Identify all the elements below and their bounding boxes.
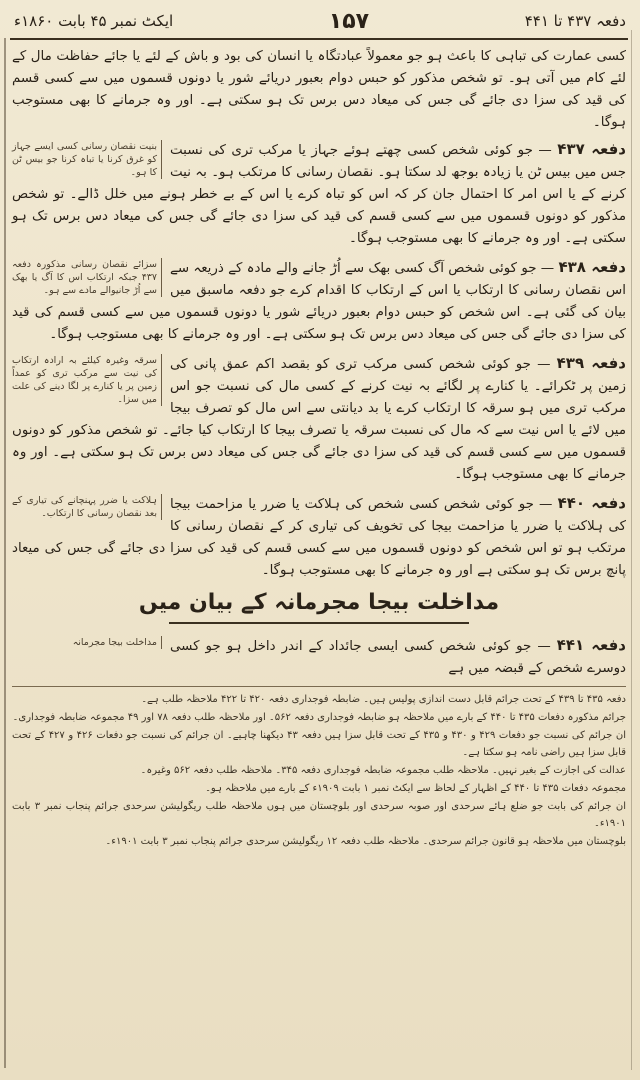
- footnote-rule: [12, 686, 626, 687]
- section-text: جو کوئی شخص کسی شخص کی ہلاکت یا ضرر یا مزاحمت بیجا کی ہلاکت یا ضرر یا مزاحمت بیجا کی تخویف کی تیاری کر کے نقصان رسانی کا مرتکب ہو تو اس شخص کو دونوں قسموں میں سے کسی قسم کی قید کی سزا دی جائے گی جس کی میعاد پانچ برس تک ہو سکتی ہے اور وہ جرمانے کا بھی مستوجب ہوگا۔: [12, 497, 626, 578]
- footnotes: [12, 691, 626, 850]
- right-margin-rule: [631, 30, 632, 1070]
- section-440: ہلاکت یا ضرر پہنچانے کی تیاری کے بعد نقصان رسانی کا ارتکاب۔ دفعہ ۴۴۰ — جو کوئی شخص کسی شخص کی ہلاکت یا ضرر یا مزاحمت بیجا کی ہلاکت یا ضرر یا مزاحمت بیجا کی تخویف کی تیاری کر کے نقصان رسانی کا مرتکب ہو تو اس شخص کو دونوں قسموں میں سے کسی قسم کی قید کی سزا دی جائے گی جس کی میعاد پانچ برس تک ہو سکتی ہے اور وہ جرمانے کا بھی مستوجب ہوگا۔: [12, 494, 626, 578]
- margin-note: بنیت نقصان رسانی کسی ایسے جہاز کو غرق کرنا یا تباہ کرنا جو بیس ٹن کا ہو۔: [12, 140, 162, 179]
- section-text: جو کوئی شخص کسی مرکب تری کو بقصد اکم عمق پانی کی زمین پر ٹکرائے۔ یا کنارے پر لگائے بہ نیت کرنے کے کسی مال کی نسبت جو اس مرکب تری میں ہو سرقہ کا ارتکاب کرے یا بد دیانتی سے اس مال کو تصرف بیجا میں لائے یا اس نیت سے کہ مال کی نسبت سرقہ یا تصرف بیجا کا ارتکاب کیا جائے۔ تو شخص مذکور کو دونوں قسموں میں سے کسی قسم کی قید کی سزا دی جائے گی جس کی میعاد دس برس تک ہو سکتی ہے۔ اور وہ جرمانے کا بھی مستوجب ہوگا۔: [12, 357, 626, 482]
- section-437: بنیت نقصان رسانی کسی ایسے جہاز کو غرق کرنا یا تباہ کرنا جو بیس ٹن کا ہو۔ دفعہ ۴۳۷ — جو کوئی شخص کسی چھتے ہوئے جہاز یا مرکب تری کی نسبت جس میں بیس ٹن یا زیادہ بوجھ لد سکتا ہو۔ نقصان رسانی کا مرتکب ہو۔ بہ نیت کرنے کے یا اس امر کا احتمال جان کر کہ اس کو تباہ کرے یا اس کے بے خطر ہونے میں خلل ڈالے۔ تو شخص مذکور کو دونوں قسموں میں سے کسی قسم کی قید کی سزا دی جائے گی جس کی میعاد دس برس تک ہو سکتی ہے۔ اور وہ جرمانے کا بھی مستوجب ہوگا۔: [12, 140, 627, 246]
- section-text: جو کوئی شخص کسی ایسی جائداد کے اندر داخل ہو جو کسی دوسرے شخص کے قبضہ میں ہے: [170, 639, 626, 676]
- footnote: عدالت کی اجازت کے بغیر نہیں۔ ملاحظہ طلب مجموعہ ضابطہ فوجداری دفعہ ۳۴۵۔ ملاحظہ طلب دفعہ ۵۶۲ وغیرہ۔: [140, 765, 626, 776]
- section-heading: دفعہ ۴۳۹: [556, 354, 627, 372]
- page-body: [12, 46, 626, 1072]
- footnote: جرائم مذکورہ دفعات ۴۳۵ تا ۴۴۰ کے بارے میں ملاحظہ ہو ضابطہ فوجداری دفعہ ۵۶۲۔ اور ملاحظہ طلب دفعہ ۷۸ اور ۴۹ مجموعہ ضابطہ فوجداری۔: [12, 712, 626, 723]
- section-438: سزائے نقصان رسانی مذکورہ دفعہ ۴۳۷ جبکہ ارتکاب اس کا آگ یا بھک سے اُڑ جانیوالے مادے سے ہو۔ دفعہ ۴۳۸ — جو کوئی شخص آگ کسی بھک سے اُڑ جانے والے مادہ کے ذریعہ سے اس نقصان رسانی کا ارتکاب یا اس کے ارتکاب کا اقدام کرے جو دفعہ ماسبق میں بیان کی گئی ہے۔ اس شخص کو حبس دوام بعبور دریائے شور یا دونوں قسموں میں سے کسی قسم کی قید کی سزا دی جائے گی جس کی میعاد دس برس تک ہو سکتی ہے۔ اور وہ جرمانے کا بھی مستوجب ہوگا۔: [12, 258, 626, 342]
- section-439: سرقہ وغیرہ کیلئے بہ ارادہ ارتکاب کی نیت سے مرکب تری کو عمداً زمین پر یا کنارے پر لگا دینے کی علت میں سزا۔ دفعہ ۴۳۹ — جو کوئی شخص کسی مرکب تری کو بقصد اکم عمق پانی کی زمین پر ٹکرائے۔ یا کنارے پر لگائے بہ نیت کرنے کے کسی مال کی نسبت جو اس مرکب تری میں ہو سرقہ کا ارتکاب کرے یا بد دیانتی سے اس مال کو تصرف بیجا میں لائے یا اس نیت سے کہ مال کی نسبت سرقہ یا تصرف بیجا کا ارتکاب کیا جائے۔ تو شخص مذکور کو دونوں قسموں میں سے کسی قسم کی قید کی سزا دی جائے گی جس کی میعاد دس برس تک ہو سکتی ہے۔ اور وہ جرمانے کا بھی مستوجب ہوگا۔: [12, 354, 627, 482]
- margin-note: سرقہ وغیرہ کیلئے بہ ارادہ ارتکاب کی نیت سے مرکب تری کو عمداً زمین پر یا کنارے پر لگا دینے کی علت میں سزا۔: [12, 354, 162, 406]
- section-text: جو کوئی شخص کسی چھتے ہوئے جہاز یا مرکب تری کی نسبت جس میں بیس ٹن یا زیادہ بوجھ لد سکتا ہو۔ نقصان رسانی کا مرتکب ہو۔ بہ نیت کرنے کے یا اس امر کا احتمال جان کر کہ اس کو تباہ کرے یا اس کے بے خطر ہونے میں خلل ڈالے۔ تو شخص مذکور کو دونوں قسموں میں سے کسی قسم کی قید کی سزا دی جائے گی جس کی میعاد دس برس تک ہو سکتی ہے۔ اور وہ جرمانے کا بھی مستوجب ہوگا۔: [12, 143, 626, 246]
- footnote: ان جرائم کی نسبت جو دفعات ۴۲۹ و ۴۳۰ و ۴۳۵ کے تحت قابل سزا ہیں دفعہ ۴۳ دیکھنا چاہیے۔ ان جرائم کی نسبت جو دفعات ۴۲۶ و ۴۲۷ کے تحت قابل سزا ہیں راضی نامہ ہو سکتا ہے۔: [12, 730, 626, 758]
- chapter-underline: [169, 622, 469, 624]
- footnote: بلوچستان میں ملاحظہ ہو قانون جرائم سرحدی۔ ملاحظہ طلب دفعہ ۱۲ ریگولیشن سرحدی جرائم پنجاب نمبر ۳ بابت ۱۹۰۱ء۔: [105, 836, 626, 847]
- header-section-range: دفعہ ۴۳۷ تا ۴۴۱: [524, 12, 626, 30]
- section-heading: دفعہ ۴۳۸: [558, 258, 626, 276]
- page-number: ۱۵۷: [328, 8, 370, 34]
- header-rule: [10, 38, 628, 40]
- chapter-heading: مداخلت بیجا مجرمانہ کے بیان میں: [138, 590, 500, 615]
- footnote: دفعہ ۴۳۵ تا ۴۳۹ کے تحت جرائم قابل دست اندازی پولیس ہیں۔ ضابطہ فوجداری دفعہ ۴۲۰ تا ۴۲۲ ملاحظہ طلب ہے۔: [141, 694, 626, 705]
- margin-note: مداخلت بیجا مجرمانہ: [12, 636, 162, 649]
- intro-paragraph: کسی عمارت کی تباہی کا باعث ہو جو معمولاً عبادتگاہ یا انسان کی بود و باش کے لئے یا جائے حفاظت مال کے لئے کام میں آتی ہو۔ تو شخص مذکور کو حبس دوام بعبور دریائے شور یا دونوں قسموں میں سے کسی قسم کی قید کی سزا دی جائے گی جس کی میعاد دس برس تک ہو سکتی ہے۔ اور وہ جرمانے کا بھی مستوجب ہوگا۔: [12, 49, 626, 130]
- page-header: [14, 6, 626, 36]
- margin-note: سزائے نقصان رسانی مذکورہ دفعہ ۴۳۷ جبکہ ارتکاب اس کا آگ یا بھک سے اُڑ جانیوالے مادے سے ہو۔: [12, 258, 162, 297]
- margin-note: ہلاکت یا ضرر پہنچانے کی تیاری کے بعد نقصان رسانی کا ارتکاب۔: [12, 494, 162, 520]
- section-441: مداخلت بیجا مجرمانہ دفعہ ۴۴۱ — جو کوئی شخص کسی ایسی جائداد کے اندر داخل ہو جو کسی دوسرے شخص کے قبضہ میں ہے: [12, 634, 626, 680]
- section-heading: دفعہ ۴۳۷: [557, 140, 627, 158]
- left-margin-rule: [4, 38, 6, 1068]
- header-act-title: ایکٹ نمبر ۴۵ بابت ۱۸۶۰ء: [14, 12, 174, 30]
- footnote: مجموعہ دفعات ۴۳۵ تا ۴۴۰ کے اظہار کے لحاظ سے ایکٹ نمبر ۱ بابت ۱۹۰۹ء کے بارے میں ملاحظہ ہو۔: [205, 783, 626, 794]
- footnote: ان جرائم کی بابت جو ضلع ہائے سرحدی اور صوبہ سرحدی اور بلوچستان میں ہوں ملاحظہ طلب ریگولیشن سرحدی جرائم پنجاب نمبر ۳ بابت ۱۹۰۱ء۔: [12, 801, 626, 829]
- section-heading: دفعہ ۴۴۱: [556, 636, 626, 654]
- section-text: جو کوئی شخص آگ کسی بھک سے اُڑ جانے والے مادہ کے ذریعہ سے اس نقصان رسانی کا ارتکاب یا اس کے ارتکاب کا اقدام کرے جو دفعہ ماسبق میں بیان کی گئی ہے۔ اس شخص کو حبس دوام بعبور دریائے شور یا دونوں قسموں میں سے کسی قسم کی قید کی سزا دی جائے گی جس کی میعاد دس برس تک ہو سکتی ہے۔ اور وہ جرمانے کا بھی مستوجب ہوگا۔: [12, 261, 626, 342]
- section-heading: دفعہ ۴۴۰: [557, 494, 626, 512]
